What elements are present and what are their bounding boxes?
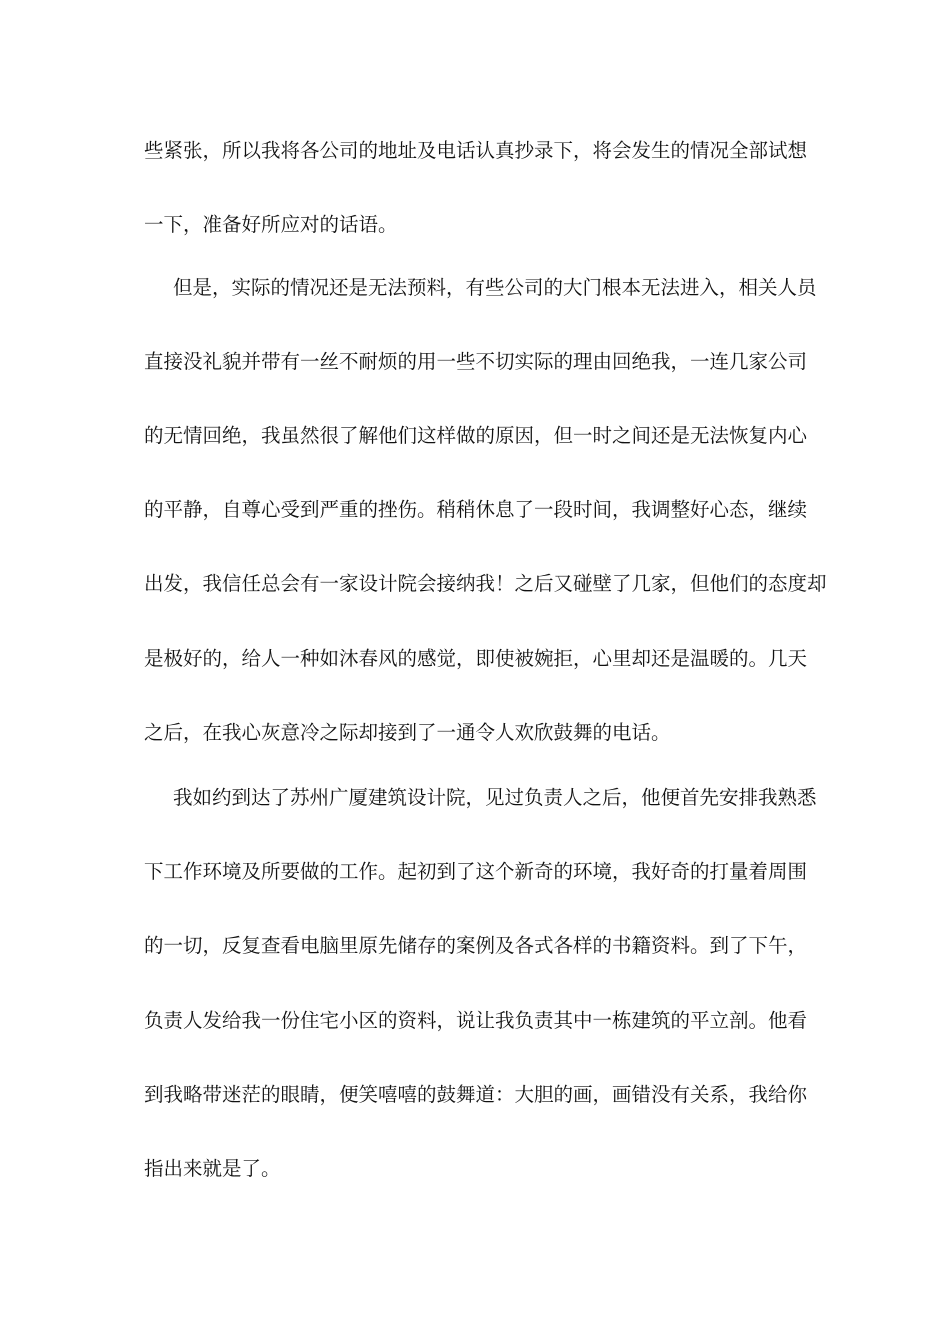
text-line: 负责人发给我一份住宅小区的资料，说让我负责其中一栋建筑的平立剖。他看 <box>144 1009 808 1032</box>
text-line: 些紧张，所以我将各公司的地址及电话认真抄录下，将会发生的情况全部试想 <box>144 139 808 162</box>
paragraph-first-line: 我如约到达了苏州广厦建筑设计院，见过负责人之后，他便首先安排我熟悉 <box>173 786 817 809</box>
text-line: 一下，准备好所应对的话语。 <box>144 213 398 236</box>
text-line: 出发，我信任总会有一家设计院会接纳我！之后又碰壁了几家，但他们的态度却 <box>144 572 827 595</box>
text-line: 下工作环境及所要做的工作。起初到了这个新奇的环境，我好奇的打量着周围 <box>144 860 808 883</box>
text-line: 指出来就是了。 <box>144 1157 281 1180</box>
text-line: 的平静，自尊心受到严重的挫伤。稍稍休息了一段时间，我调整好心态，继续 <box>144 498 808 521</box>
text-line: 的无情回绝，我虽然很了解他们这样做的原因，但一时之间还是无法恢复内心 <box>144 424 808 447</box>
text-line: 直接没礼貌并带有一丝不耐烦的用一些不切实际的理由回绝我，一连几家公司 <box>144 350 808 373</box>
text-line: 到我略带迷茫的眼睛，便笑嘻嘻的鼓舞道：大胆的画，画错没有关系，我给你 <box>144 1083 808 1106</box>
text-line: 之后，在我心灰意冷之际却接到了一通令人欢欣鼓舞的电话。 <box>144 721 671 744</box>
text-line: 的一切，反复查看电脑里原先储存的案例及各式各样的书籍资料。到了下午， <box>144 934 808 957</box>
paragraph-first-line: 但是，实际的情况还是无法预料，有些公司的大门根本无法进入，相关人员 <box>173 276 817 299</box>
text-line: 是极好的，给人一种如沐春风的感觉，即使被婉拒，心里却还是温暖的。几天 <box>144 647 808 670</box>
